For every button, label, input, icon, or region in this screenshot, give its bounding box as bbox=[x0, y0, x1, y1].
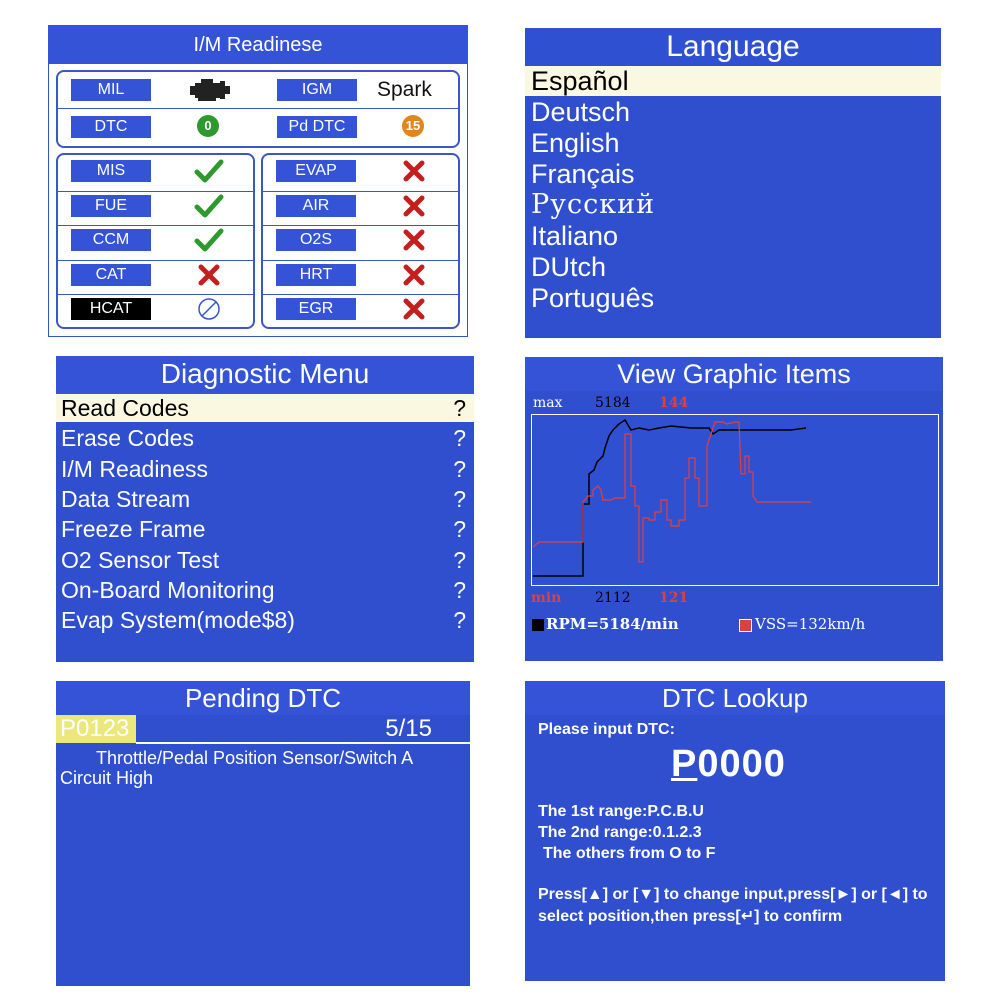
left-monitor-divider bbox=[58, 225, 253, 226]
language-option[interactable]: Русский bbox=[531, 189, 656, 220]
menu-item-label: Read Codes bbox=[61, 395, 189, 421]
engine-icon bbox=[189, 77, 231, 103]
monitor-label-evap: EVAP bbox=[276, 160, 356, 182]
view-graphic-title: View Graphic Items bbox=[525, 357, 943, 391]
cross-icon bbox=[399, 296, 429, 322]
help-mark: ? bbox=[453, 485, 466, 512]
dtc-label: DTC bbox=[71, 116, 151, 138]
pending-dtc-panel bbox=[56, 681, 470, 986]
monitor-label-ccm: CCM bbox=[71, 229, 151, 251]
graph-plot-area bbox=[531, 414, 940, 587]
dtc-lookup-panel bbox=[525, 681, 945, 981]
left-monitor-divider bbox=[58, 294, 253, 295]
menu-item-label: I/M Readiness bbox=[61, 455, 209, 482]
vss-legend: VSS=132km/h bbox=[755, 615, 866, 633]
menu-item[interactable] bbox=[56, 424, 474, 452]
menu-item-label: Evap System(mode$8) bbox=[61, 607, 295, 634]
monitor-label-air: AIR bbox=[276, 195, 356, 217]
vss-legend-swatch bbox=[739, 619, 752, 632]
rpm-legend-swatch bbox=[532, 619, 544, 631]
max-vss-value: 144 bbox=[659, 395, 689, 411]
menu-item[interactable] bbox=[56, 546, 474, 574]
instructions-line-2: select position,then press[↵] to confirm bbox=[538, 908, 843, 925]
help-mark: ? bbox=[453, 455, 466, 482]
language-option[interactable]: English bbox=[531, 128, 620, 158]
right-monitor-divider bbox=[263, 191, 458, 192]
language-option[interactable]: Italiano bbox=[531, 221, 619, 251]
help-mark: ? bbox=[453, 546, 466, 573]
help-mark: ? bbox=[453, 395, 466, 421]
pending-dtc-description: Throttle/Pedal Position Sensor/Switch A Circuit High bbox=[60, 748, 413, 788]
mil-label: MIL bbox=[71, 79, 151, 101]
menu-item[interactable] bbox=[56, 515, 474, 543]
menu-item[interactable] bbox=[56, 576, 474, 604]
dtc-code-remaining-chars[interactable]: 0000 bbox=[697, 743, 786, 785]
ignition-type-value: Spark bbox=[377, 78, 432, 101]
pending-dtc-divider bbox=[136, 742, 470, 744]
check-icon bbox=[194, 158, 224, 184]
diagnostic-menu-panel bbox=[56, 356, 474, 662]
language-option[interactable]: Português bbox=[531, 283, 655, 313]
pd-dtc-label: Pd DTC bbox=[277, 116, 357, 138]
monitor-label-mis: MIS bbox=[71, 160, 151, 182]
cross-icon bbox=[399, 262, 429, 288]
left-monitor-divider bbox=[58, 260, 253, 261]
pending-dtc-counter: 5/15 bbox=[385, 715, 432, 742]
cross-icon bbox=[399, 193, 429, 219]
monitor-label-hrt: HRT bbox=[276, 264, 356, 286]
min-rpm-value: 2112 bbox=[595, 590, 631, 606]
range-2-text: The 2nd range:0.1.2.3 bbox=[538, 824, 702, 841]
monitor-label-o2s: O2S bbox=[276, 229, 356, 251]
im-readiness-title: I/M Readinese bbox=[49, 26, 467, 64]
range-1-text: The 1st range:P.C.B.U bbox=[538, 803, 704, 820]
dtc-count-badge: 0 bbox=[197, 115, 219, 137]
instructions-line-1: Press[▲] or [▼] to change input,press[►] or [◄] to bbox=[538, 886, 928, 903]
help-mark: ? bbox=[453, 516, 466, 543]
dtc-code-active-char[interactable]: P bbox=[671, 743, 698, 785]
min-vss-value: 121 bbox=[659, 590, 689, 606]
monitor-label-cat: CAT bbox=[71, 264, 151, 286]
diagnostic-menu-title: Diagnostic Menu bbox=[56, 356, 474, 394]
menu-item-label: Erase Codes bbox=[61, 425, 194, 452]
rpm-legend: RPM=5184/min bbox=[546, 615, 679, 633]
menu-item-label: Freeze Frame bbox=[61, 516, 206, 543]
pending-dtc-title: Pending DTC bbox=[56, 681, 470, 715]
cross-icon bbox=[194, 262, 224, 288]
menu-item-label: On-Board Monitoring bbox=[61, 576, 275, 603]
right-monitor-divider bbox=[263, 260, 458, 261]
dtc-lookup-prompt: Please input DTC: bbox=[538, 721, 675, 738]
menu-item[interactable] bbox=[56, 485, 474, 513]
language-title: Language bbox=[525, 28, 941, 66]
pending-dtc-code[interactable]: P0123 bbox=[56, 715, 136, 743]
cross-icon bbox=[399, 158, 429, 184]
menu-item[interactable] bbox=[56, 455, 474, 483]
im-summary-divider bbox=[58, 108, 458, 109]
menu-item[interactable] bbox=[56, 606, 474, 634]
language-option[interactable]: Español bbox=[525, 66, 941, 96]
view-graphic-panel bbox=[525, 357, 943, 661]
right-monitor-divider bbox=[263, 225, 458, 226]
min-label: min bbox=[531, 590, 562, 606]
right-monitor-divider bbox=[263, 294, 458, 295]
check-icon bbox=[194, 193, 224, 219]
help-mark: ? bbox=[453, 607, 466, 634]
language-option[interactable]: Deutsch bbox=[531, 97, 631, 127]
dtc-code-input[interactable] bbox=[671, 743, 786, 786]
dtc-lookup-title: DTC Lookup bbox=[525, 681, 945, 715]
im-readiness-panel bbox=[48, 25, 468, 337]
help-mark: ? bbox=[453, 576, 466, 603]
monitor-label-hcat: HCAT bbox=[71, 298, 151, 320]
max-label: max bbox=[533, 395, 563, 411]
max-rpm-value: 5184 bbox=[595, 395, 631, 411]
cross-icon bbox=[399, 227, 429, 253]
language-option[interactable]: Français bbox=[531, 159, 635, 189]
monitor-label-egr: EGR bbox=[276, 298, 356, 320]
pd-dtc-count-badge: 15 bbox=[402, 115, 424, 137]
help-mark: ? bbox=[453, 425, 466, 452]
language-panel bbox=[525, 28, 941, 338]
menu-item-label: O2 Sensor Test bbox=[61, 546, 220, 573]
igm-label: IGM bbox=[277, 79, 357, 101]
menu-item[interactable] bbox=[56, 394, 474, 422]
menu-item-label: Data Stream bbox=[61, 485, 191, 512]
language-option[interactable]: DUtch bbox=[531, 252, 607, 282]
check-icon bbox=[194, 227, 224, 253]
monitor-label-fue: FUE bbox=[71, 195, 151, 217]
not-supported-icon bbox=[194, 296, 224, 322]
range-others-text: The others from O to F bbox=[543, 845, 716, 862]
left-monitor-divider bbox=[58, 191, 253, 192]
